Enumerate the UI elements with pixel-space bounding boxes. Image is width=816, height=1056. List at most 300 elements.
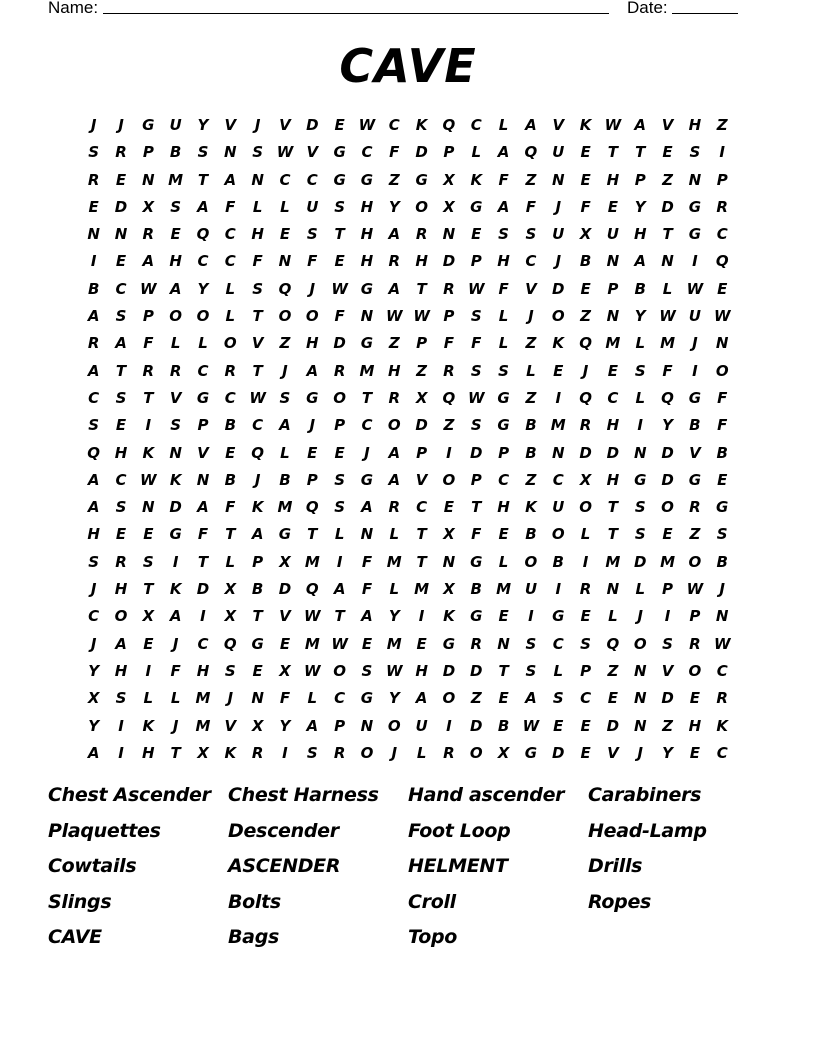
grid-letter[interactable]: J [692, 334, 698, 353]
grid-letter[interactable]: B [634, 279, 646, 298]
grid-letter[interactable]: S [88, 416, 100, 435]
grid-letter[interactable]: S [115, 307, 127, 326]
grid-letter[interactable]: Y [388, 197, 400, 216]
grid-letter[interactable]: N [360, 525, 374, 544]
grid-letter[interactable]: B [251, 580, 264, 599]
grid-letter[interactable]: O [223, 334, 237, 353]
grid-letter[interactable]: T [607, 525, 619, 544]
grid-letter[interactable]: Z [716, 116, 728, 134]
grid-letter[interactable]: D [442, 252, 456, 271]
grid-letter[interactable]: N [278, 252, 292, 271]
grid-letter[interactable]: M [414, 580, 430, 599]
grid-letter[interactable]: O [333, 661, 346, 680]
grid-letter[interactable]: N [114, 225, 128, 244]
grid-letter[interactable]: V [251, 334, 264, 353]
grid-letter[interactable]: W [304, 661, 321, 680]
grid-letter[interactable]: O [196, 307, 210, 326]
grid-letter[interactable]: T [334, 607, 345, 626]
grid-letter[interactable]: E [580, 279, 591, 298]
grid-letter[interactable]: N [142, 498, 155, 517]
grid-letter[interactable]: L [580, 525, 591, 544]
grid-letter[interactable]: T [115, 361, 127, 380]
grid-letter[interactable]: V [689, 443, 701, 462]
grid-letter[interactable]: S [361, 661, 373, 680]
grid-letter[interactable]: N [142, 170, 155, 189]
grid-letter[interactable]: J [90, 116, 97, 134]
grid-letter[interactable]: S [634, 361, 646, 380]
grid-letter[interactable]: H [497, 252, 510, 271]
grid-letter[interactable]: F [334, 307, 345, 326]
grid-letter[interactable]: N [633, 661, 647, 680]
grid-letter[interactable]: N [715, 607, 729, 626]
grid-letter[interactable]: V [607, 743, 619, 762]
grid-letter[interactable]: S [334, 498, 346, 517]
grid-letter[interactable]: U [552, 143, 565, 162]
grid-letter[interactable]: F [197, 525, 209, 544]
grid-letter[interactable]: H [87, 525, 100, 544]
grid-letter[interactable]: Z [689, 525, 701, 544]
grid-letter[interactable]: C [416, 498, 428, 517]
grid-letter[interactable]: Z [525, 470, 537, 489]
grid-letter[interactable]: H [688, 716, 702, 735]
grid-letter[interactable]: T [252, 607, 263, 626]
grid-letter[interactable]: J [391, 743, 398, 762]
grid-letter[interactable]: C [224, 252, 236, 271]
grid-letter[interactable]: D [169, 498, 182, 517]
grid-letter[interactable]: O [551, 307, 565, 326]
grid-letter[interactable]: N [551, 170, 565, 189]
grid-letter[interactable]: I [90, 252, 97, 271]
grid-letter[interactable]: A [525, 689, 537, 708]
grid-letter[interactable]: C [388, 116, 400, 134]
grid-letter[interactable]: R [388, 388, 401, 407]
grid-letter[interactable]: C [716, 225, 728, 244]
grid-letter[interactable]: V [306, 143, 319, 162]
grid-letter[interactable]: G [251, 634, 264, 653]
grid-letter[interactable]: S [525, 634, 537, 653]
grid-letter[interactable]: I [145, 416, 152, 435]
grid-letter[interactable]: A [197, 197, 209, 216]
grid-letter[interactable]: J [637, 743, 644, 762]
grid-letter[interactable]: H [114, 661, 128, 680]
grid-letter[interactable]: L [198, 334, 208, 353]
grid-letter[interactable]: L [389, 525, 400, 544]
grid-letter[interactable]: N [196, 470, 210, 489]
grid-letter[interactable]: Y [388, 689, 400, 708]
grid-letter[interactable]: K [224, 743, 237, 762]
grid-letter[interactable]: D [606, 716, 620, 735]
grid-letter[interactable]: V [279, 607, 291, 626]
grid-letter[interactable]: L [225, 279, 236, 298]
grid-letter[interactable]: S [498, 361, 509, 380]
grid-letter[interactable]: T [416, 525, 427, 544]
grid-letter[interactable]: Z [607, 661, 619, 680]
grid-letter[interactable]: Q [579, 388, 592, 407]
grid-letter[interactable]: A [142, 252, 155, 271]
grid-letter[interactable]: G [278, 525, 292, 544]
grid-letter[interactable]: X [224, 580, 237, 599]
grid-letter[interactable]: O [715, 361, 729, 380]
grid-letter[interactable]: C [525, 252, 537, 271]
grid-letter[interactable]: A [497, 197, 510, 216]
grid-letter[interactable]: O [661, 498, 674, 517]
grid-letter[interactable]: K [525, 498, 537, 517]
grid-letter[interactable]: K [415, 116, 428, 134]
grid-letter[interactable]: J [172, 634, 179, 653]
grid-letter[interactable]: W [467, 388, 485, 407]
grid-letter[interactable]: P [142, 143, 154, 162]
grid-letter[interactable]: L [608, 607, 618, 626]
grid-letter[interactable]: Q [442, 388, 456, 407]
grid-letter[interactable]: W [358, 116, 376, 134]
grid-letter[interactable]: M [605, 334, 621, 353]
grid-letter[interactable]: L [498, 552, 509, 571]
grid-letter[interactable]: O [387, 716, 401, 735]
grid-letter[interactable]: T [361, 388, 373, 407]
grid-letter[interactable]: R [224, 361, 237, 380]
grid-letter[interactable]: W [686, 279, 704, 298]
grid-letter[interactable]: E [717, 470, 728, 489]
grid-letter[interactable]: M [496, 580, 512, 599]
grid-letter[interactable]: E [498, 689, 509, 708]
grid-letter[interactable]: V [525, 279, 537, 298]
grid-letter[interactable]: D [442, 661, 456, 680]
grid-letter[interactable]: G [688, 388, 702, 407]
grid-letter[interactable]: P [416, 443, 428, 462]
grid-letter[interactable]: M [660, 552, 676, 571]
grid-letter[interactable]: F [361, 580, 373, 599]
grid-letter[interactable]: E [170, 225, 181, 244]
grid-letter[interactable]: I [418, 607, 425, 626]
grid-letter[interactable]: F [525, 197, 537, 216]
grid-letter[interactable]: K [169, 580, 182, 599]
grid-letter[interactable]: W [249, 388, 266, 407]
grid-letter[interactable]: Q [87, 443, 101, 462]
grid-letter[interactable]: R [142, 361, 155, 380]
grid-letter[interactable]: V [552, 116, 565, 134]
grid-letter[interactable]: E [580, 143, 591, 162]
grid-letter[interactable]: P [689, 607, 701, 626]
grid-letter[interactable]: Z [525, 170, 537, 189]
grid-letter[interactable]: R [579, 580, 592, 599]
grid-letter[interactable]: R [87, 170, 100, 189]
grid-letter[interactable]: C [252, 416, 264, 435]
grid-letter[interactable]: W [331, 279, 348, 298]
grid-letter[interactable]: U [415, 716, 428, 735]
grid-letter[interactable]: S [580, 634, 591, 653]
grid-letter[interactable]: Y [662, 743, 673, 762]
grid-letter[interactable]: R [142, 225, 155, 244]
grid-letter[interactable]: R [716, 689, 728, 708]
grid-letter[interactable]: X [415, 388, 428, 407]
grid-letter[interactable]: X [579, 225, 592, 244]
grid-letter[interactable]: S [170, 197, 182, 216]
grid-letter[interactable]: C [115, 279, 127, 298]
grid-letter[interactable]: F [717, 388, 728, 407]
grid-letter[interactable]: S [279, 388, 291, 407]
grid-letter[interactable]: S [470, 307, 482, 326]
grid-letter[interactable]: R [115, 552, 127, 571]
grid-letter[interactable]: C [306, 170, 318, 189]
grid-letter[interactable]: Z [279, 334, 291, 353]
grid-letter[interactable]: O [387, 416, 401, 435]
grid-letter[interactable]: S [252, 143, 264, 162]
grid-letter[interactable]: D [114, 197, 128, 216]
grid-letter[interactable]: L [416, 743, 427, 762]
grid-letter[interactable]: L [526, 361, 536, 380]
grid-letter[interactable]: A [87, 498, 100, 517]
grid-letter[interactable]: H [415, 252, 428, 271]
grid-letter[interactable]: J [555, 252, 562, 271]
grid-letter[interactable]: A [388, 225, 401, 244]
grid-letter[interactable]: E [607, 197, 619, 216]
grid-letter[interactable]: H [497, 498, 510, 517]
grid-letter[interactable]: P [306, 470, 318, 489]
grid-letter[interactable]: L [225, 552, 236, 571]
grid-letter[interactable]: T [252, 361, 263, 380]
grid-letter[interactable]: S [689, 143, 701, 162]
grid-letter[interactable]: V [197, 443, 209, 462]
grid-letter[interactable]: B [525, 525, 537, 544]
grid-letter[interactable]: A [306, 361, 319, 380]
grid-letter[interactable]: S [170, 416, 182, 435]
grid-letter[interactable]: J [227, 689, 234, 708]
grid-letter[interactable]: G [142, 116, 155, 134]
grid-letter[interactable]: W [304, 607, 321, 626]
grid-letter[interactable]: W [413, 307, 430, 326]
grid-letter[interactable]: G [169, 525, 182, 544]
grid-letter[interactable]: W [386, 307, 403, 326]
grid-letter[interactable]: X [443, 170, 455, 189]
grid-letter[interactable]: E [115, 252, 127, 271]
grid-letter[interactable]: P [607, 279, 619, 298]
grid-letter[interactable]: D [333, 334, 346, 353]
grid-letter[interactable]: G [497, 388, 510, 407]
grid-letter[interactable]: U [552, 225, 565, 244]
grid-letter[interactable]: Q [606, 634, 620, 653]
grid-letter[interactable]: I [282, 743, 288, 762]
grid-letter[interactable]: L [252, 197, 263, 216]
grid-letter[interactable]: E [662, 525, 673, 544]
grid-letter[interactable]: V [279, 116, 291, 134]
grid-letter[interactable]: E [498, 525, 509, 544]
grid-letter[interactable]: A [388, 470, 401, 489]
grid-letter[interactable]: I [446, 716, 452, 735]
grid-letter[interactable]: G [360, 470, 374, 489]
grid-letter[interactable]: C [88, 607, 100, 626]
grid-letter[interactable]: C [552, 634, 564, 653]
grid-letter[interactable]: X [251, 716, 264, 735]
grid-letter[interactable]: H [114, 580, 128, 599]
grid-letter[interactable]: E [279, 634, 291, 653]
grid-letter[interactable]: W [713, 307, 731, 326]
grid-letter[interactable]: F [662, 361, 673, 380]
grid-letter[interactable]: I [664, 607, 671, 626]
grid-letter[interactable]: P [498, 443, 510, 462]
grid-letter[interactable]: E [443, 498, 455, 517]
grid-letter[interactable]: O [415, 197, 428, 216]
grid-letter[interactable]: E [553, 716, 564, 735]
grid-letter[interactable]: P [716, 170, 728, 189]
grid-letter[interactable]: T [252, 307, 263, 326]
grid-letter[interactable]: F [498, 170, 509, 189]
grid-letter[interactable]: V [224, 116, 237, 134]
grid-letter[interactable]: C [197, 361, 209, 380]
grid-letter[interactable]: F [361, 552, 373, 571]
grid-letter[interactable]: Y [197, 116, 209, 134]
grid-letter[interactable]: W [686, 580, 704, 599]
grid-letter[interactable]: T [498, 661, 509, 680]
grid-letter[interactable]: E [225, 443, 236, 462]
grid-letter[interactable]: C [224, 225, 236, 244]
grid-letter[interactable]: R [443, 279, 455, 298]
grid-letter[interactable]: H [251, 225, 264, 244]
grid-letter[interactable]: T [307, 525, 318, 544]
grid-letter[interactable]: A [224, 170, 237, 189]
grid-letter[interactable]: U [169, 116, 182, 134]
grid-letter[interactable]: E [115, 525, 127, 544]
grid-letter[interactable]: N [661, 252, 674, 271]
grid-letter[interactable]: G [306, 388, 319, 407]
grid-letter[interactable]: A [87, 470, 100, 489]
grid-letter[interactable]: H [360, 197, 374, 216]
grid-letter[interactable]: I [719, 143, 725, 162]
grid-letter[interactable]: X [497, 743, 510, 762]
grid-letter[interactable]: M [386, 634, 402, 653]
grid-letter[interactable]: A [169, 279, 182, 298]
grid-letter[interactable]: S [115, 689, 127, 708]
grid-letter[interactable]: M [660, 334, 676, 353]
grid-letter[interactable]: C [115, 470, 127, 489]
grid-letter[interactable]: W [659, 307, 676, 326]
grid-letter[interactable]: O [688, 552, 702, 571]
grid-letter[interactable]: L [170, 334, 181, 353]
grid-letter[interactable]: P [580, 661, 592, 680]
grid-letter[interactable]: C [334, 689, 346, 708]
grid-letter[interactable]: L [498, 307, 509, 326]
grid-letter[interactable]: A [87, 307, 100, 326]
grid-letter[interactable]: K [579, 116, 592, 134]
grid-letter[interactable]: B [716, 552, 728, 571]
grid-letter[interactable]: X [87, 689, 100, 708]
grid-letter[interactable]: A [115, 334, 127, 353]
grid-letter[interactable]: K [443, 607, 455, 626]
grid-letter[interactable]: D [415, 416, 428, 435]
grid-letter[interactable]: C [361, 416, 373, 435]
grid-letter[interactable]: S [142, 552, 154, 571]
grid-letter[interactable]: H [606, 416, 620, 435]
grid-letter[interactable]: R [251, 743, 264, 762]
grid-letter[interactable]: H [606, 470, 620, 489]
grid-letter[interactable]: M [605, 552, 621, 571]
grid-letter[interactable]: G [634, 470, 647, 489]
grid-letter[interactable]: V [661, 116, 674, 134]
grid-letter[interactable]: Y [634, 307, 646, 326]
grid-letter[interactable]: B [525, 416, 537, 435]
grid-letter[interactable]: Q [442, 116, 456, 134]
grid-letter[interactable]: J [555, 197, 562, 216]
grid-letter[interactable]: K [142, 443, 155, 462]
grid-letter[interactable]: I [528, 607, 534, 626]
grid-letter[interactable]: R [333, 743, 346, 762]
grid-letter[interactable]: K [470, 170, 483, 189]
grid-letter[interactable]: R [470, 634, 483, 653]
grid-letter[interactable]: C [224, 388, 236, 407]
grid-letter[interactable]: R [415, 225, 428, 244]
grid-letter[interactable]: D [415, 143, 428, 162]
grid-letter[interactable]: X [279, 552, 291, 571]
grid-letter[interactable]: Z [525, 388, 537, 407]
grid-letter[interactable]: D [552, 279, 565, 298]
grid-letter[interactable]: N [87, 225, 100, 244]
grid-letter[interactable]: U [306, 197, 319, 216]
grid-letter[interactable]: G [470, 607, 483, 626]
grid-letter[interactable]: Q [251, 443, 265, 462]
grid-letter[interactable]: E [88, 197, 99, 216]
grid-letter[interactable]: L [498, 116, 509, 134]
grid-letter[interactable]: N [251, 689, 264, 708]
grid-letter[interactable]: S [470, 416, 482, 435]
grid-letter[interactable]: S [306, 743, 318, 762]
grid-letter[interactable]: T [225, 525, 236, 544]
grid-letter[interactable]: J [528, 307, 534, 326]
grid-letter[interactable]: X [279, 661, 291, 680]
grid-letter[interactable]: J [719, 580, 725, 599]
grid-letter[interactable]: O [579, 498, 592, 517]
grid-letter[interactable]: K [142, 716, 155, 735]
grid-letter[interactable]: R [87, 334, 100, 353]
grid-letter[interactable]: B [224, 416, 237, 435]
grid-letter[interactable]: C [552, 470, 564, 489]
grid-letter[interactable]: P [470, 252, 482, 271]
grid-letter[interactable]: A [634, 252, 647, 271]
grid-letter[interactable]: I [637, 416, 644, 435]
grid-letter[interactable]: D [661, 197, 674, 216]
grid-letter[interactable]: N [224, 143, 237, 162]
grid-letter[interactable]: R [689, 498, 701, 517]
grid-letter[interactable]: Y [662, 416, 673, 435]
grid-letter[interactable]: F [498, 279, 509, 298]
grid-letter[interactable]: D [278, 580, 292, 599]
grid-letter[interactable]: T [197, 170, 209, 189]
grid-letter[interactable]: L [471, 143, 482, 162]
grid-letter[interactable]: T [143, 388, 154, 407]
grid-letter[interactable]: J [364, 443, 370, 462]
grid-letter[interactable]: C [279, 170, 291, 189]
grid-letter[interactable]: L [170, 689, 181, 708]
grid-letter[interactable]: P [252, 552, 264, 571]
grid-letter[interactable]: C [197, 252, 209, 271]
grid-letter[interactable]: L [635, 580, 645, 599]
grid-letter[interactable]: H [142, 743, 155, 762]
grid-letter[interactable]: G [688, 197, 702, 216]
grid-letter[interactable]: G [360, 170, 374, 189]
grid-letter[interactable]: J [118, 116, 124, 134]
grid-letter[interactable]: C [607, 388, 619, 407]
grid-letter[interactable]: O [469, 743, 483, 762]
grid-letter[interactable]: T [170, 743, 181, 762]
grid-letter[interactable]: G [688, 470, 702, 489]
grid-letter[interactable]: M [386, 552, 402, 571]
grid-letter[interactable]: W [331, 634, 348, 653]
grid-letter[interactable]: S [662, 634, 673, 653]
grid-letter[interactable]: S [88, 552, 100, 571]
grid-letter[interactable]: T [607, 143, 619, 162]
grid-letter[interactable]: B [689, 416, 701, 435]
grid-letter[interactable]: Y [279, 716, 291, 735]
grid-letter[interactable]: B [224, 470, 237, 489]
grid-letter[interactable]: J [637, 607, 644, 626]
